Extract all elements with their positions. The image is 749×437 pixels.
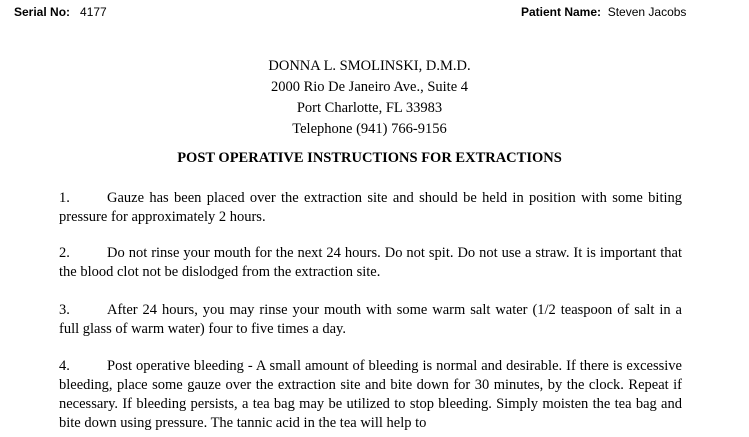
office-letterhead (0, 56, 739, 140)
instruction-number: 1. (59, 190, 70, 206)
instruction-text: Gauze has been placed over the extraction site and should be held in position with some biting pressure for approximately 2 hours. (59, 190, 682, 225)
office-phone: Telephone (941) 766-9156 (292, 121, 447, 137)
patient-value: Steven Jacobs (607, 5, 687, 19)
patient-name (521, 5, 686, 19)
instruction-text: Do not rinse your mouth for the next 24 hours. Do not spit. Do not use a straw. It is important that the blood clot not be dislodged from the extraction site. (59, 245, 682, 280)
serial-value: 4177 (80, 5, 107, 19)
instruction-number: 2. (59, 245, 70, 261)
patient-label: Patient Name: (521, 5, 602, 19)
document-title: POST OPERATIVE INSTRUCTIONS FOR EXTRACTIONS (177, 150, 562, 166)
serial-label: Serial No: (14, 5, 71, 19)
instruction-item (59, 301, 682, 339)
instruction-item (59, 244, 682, 282)
instruction-number: 4. (59, 358, 70, 374)
instruction-number: 3. (59, 302, 70, 318)
instruction-text: After 24 hours, you may rinse your mouth with some warm salt water (1/2 teaspoon of salt in a full glass of warm water) four to five times a day. (59, 302, 682, 337)
office-address-line-1: 2000 Rio De Janeiro Ave., Suite 4 (270, 79, 469, 95)
instruction-item (59, 357, 682, 433)
serial-number (14, 5, 107, 19)
office-address-line-2: Port Charlotte, FL 33983 (296, 100, 443, 116)
instruction-item (59, 189, 682, 227)
office-name: DONNA L. SMOLINSKI, D.M.D. (268, 58, 471, 74)
instruction-text: Post operative bleeding - A small amount of bleeding is normal and desirable. If there is excessive bleeding, place some gauze over the extraction site and bite down for 30 minutes, by the clock. Repeat if necessary. If bleeding persists, a tea bag may be utilized to stop bleeding. Simply moisten the tea bag and bite down using pressure. The tannic acid in the tea will help to (59, 358, 682, 431)
